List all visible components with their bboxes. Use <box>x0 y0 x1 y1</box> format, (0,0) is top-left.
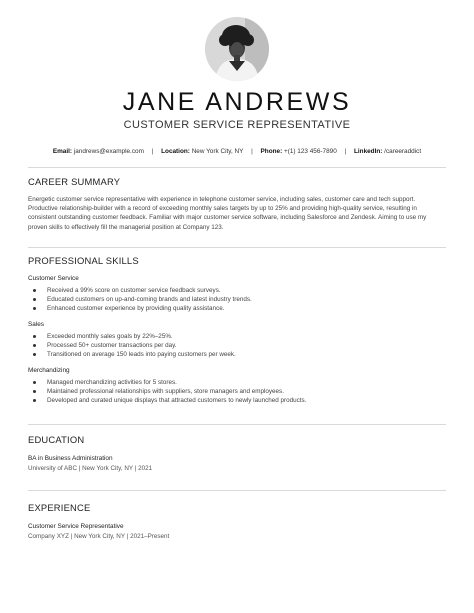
section-divider <box>28 247 446 248</box>
list-item: Received a 99% score on customer service feedback surveys. <box>28 286 446 295</box>
list-item: Developed and curated unique displays that attracted customers to newly launched products. <box>28 396 446 405</box>
experience-heading: EXPERIENCE <box>28 502 91 513</box>
professional-skills-heading: PROFESSIONAL SKILLS <box>28 255 139 266</box>
bullet-icon <box>33 307 36 310</box>
phone-value: +(1) 123 456-7890 <box>283 148 337 155</box>
list-item: Transitioned on average 150 leads into paying customers per week. <box>28 350 446 359</box>
bullet-icon <box>33 390 36 393</box>
education-degree: BA in Business Administration <box>28 455 113 462</box>
list-item: Enhanced customer experience by providing quality assistance. <box>28 304 446 313</box>
linkedin-label: LinkedIn: <box>353 148 383 155</box>
bullet-icon <box>33 381 36 384</box>
candidate-title: CUSTOMER SERVICE REPRESENTATIVE <box>123 119 351 131</box>
section-divider <box>28 490 446 491</box>
bullet-icon <box>33 289 36 292</box>
contact-separator: | <box>151 148 154 155</box>
skill-group-title: Merchandizing <box>28 367 70 374</box>
profile-photo-image <box>205 17 269 81</box>
bullet-icon <box>33 353 36 356</box>
linkedin-value[interactable]: /careeraddict <box>384 148 422 155</box>
list-item: Educated customers on up-and-coming brands and latest industry trends. <box>28 295 446 304</box>
phone-label: Phone: <box>260 148 283 155</box>
contact-separator: | <box>251 148 253 155</box>
contact-line <box>0 148 474 155</box>
location-label: Location: <box>161 148 190 155</box>
section-divider <box>28 167 446 168</box>
education-details: University of ABC | New York City, NY | 2021 <box>28 465 153 472</box>
profile-photo <box>205 17 269 81</box>
section-divider <box>28 424 446 425</box>
candidate-name: JANE ANDREWS <box>122 88 352 116</box>
bullet-icon <box>33 335 36 338</box>
bullet-icon <box>33 344 36 347</box>
location-value: New York City, NY <box>191 148 244 155</box>
skill-group-title: Sales <box>28 321 44 328</box>
list-item: Exceeded monthly sales goals by 22%–25%. <box>28 332 446 341</box>
career-summary-text: Energetic customer service representative with experience in telephone customer service, including sales, customer care and tech support. Productive relationship-builder with a record of exceeding monthly sales targets by up to 25% and providing high-quality service, resulting in consistent outstanding customer feedback. Familiar with major customer service software, including Salesforce and Zendesk. Aiming to use my proven skills to effectively fill the managerial position at Company 123. <box>28 196 427 231</box>
contact-separator: | <box>344 148 347 155</box>
experience-details: Company XYZ | New York City, NY | 2021–Present <box>28 533 170 540</box>
email-value[interactable]: jandrews@example.com <box>73 148 144 155</box>
education-heading: EDUCATION <box>28 434 85 445</box>
career-summary-heading: CAREER SUMMARY <box>28 176 121 187</box>
list-item: Maintained professional relationships with suppliers, store managers and employees. <box>28 387 446 396</box>
skill-group-title: Customer Service <box>28 275 79 282</box>
skill-list-merchandizing <box>28 378 446 405</box>
list-item: Managed merchandizing activities for 5 stores. <box>28 378 446 387</box>
email-label: Email: <box>52 148 73 155</box>
experience-role: Customer Service Representative <box>28 523 124 530</box>
list-item: Processed 50+ customer transactions per day. <box>28 341 446 350</box>
skill-list-sales <box>28 332 446 359</box>
skill-list-customer-service <box>28 286 446 313</box>
bullet-icon <box>33 298 36 301</box>
bullet-icon <box>33 399 36 402</box>
